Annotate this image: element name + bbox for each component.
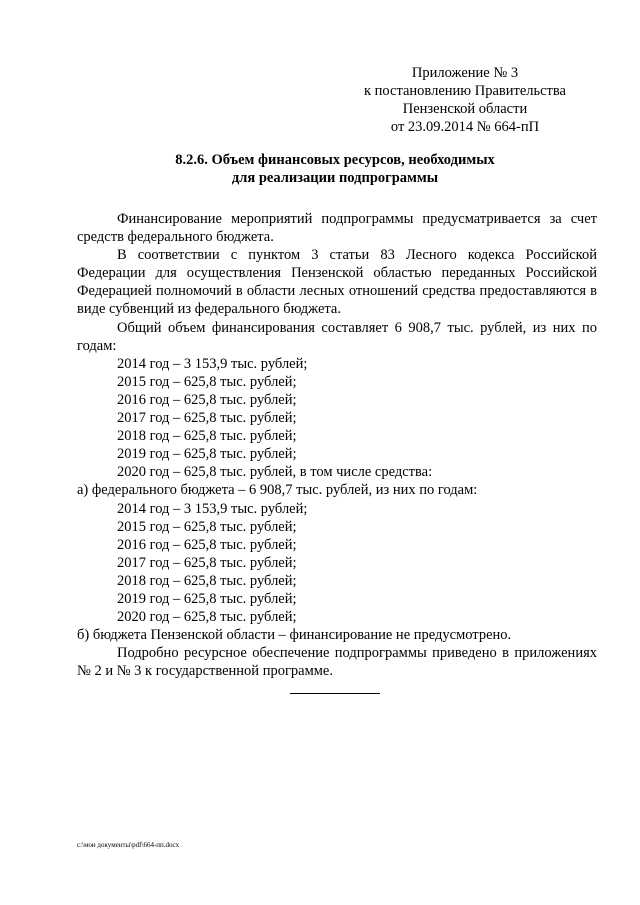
document-body [77,210,597,680]
paragraph-legal-basis: В соответствии с пунктом 3 статьи 83 Лесного кодекса Российской Федерации для осуществления Пензенской областью переданных Российской Федерацией полномочий в области лесных отношений средства предоставляются в виде субвенций из федерального бюджета. [77,247,597,318]
list-item: 2019 год – 625,8 тыс. рублей; [117,446,297,463]
list-item: 2018 год – 625,8 тыс. рублей; [117,572,297,589]
list-item: 2018 год – 625,8 тыс. рублей; [117,428,297,445]
end-divider [290,693,380,694]
appendix-date-number: от 23.09.2014 № 664-пП [390,119,540,135]
list-item: 2019 год – 625,8 тыс. рублей; [117,590,297,607]
list-item: 2017 год – 625,8 тыс. рублей; [117,554,297,571]
list-item: 2016 год – 625,8 тыс. рублей; [117,391,297,408]
list-item: 2015 год – 625,8 тыс. рублей; [117,518,297,535]
list-item: 2014 год – 3 153,9 тыс. рублей; [117,355,308,372]
list-item: 2020 год – 625,8 тыс. рублей, в том числе средства: [117,464,433,481]
total-by-year-list [77,355,597,482]
heading-line-1: 8.2.6. Объем финансовых ресурсов, необходимых [175,152,495,168]
footer-file-path: c:\мои документы\pdf\664-пп.docx [77,841,180,849]
federal-budget-intro: а) федерального бюджета – 6 908,7 тыс. рублей, из них по годам: [77,482,478,499]
appendix-number: Приложение № 3 [411,65,519,81]
list-item: 2016 год – 625,8 тыс. рублей; [117,536,297,553]
regional-budget-line: б) бюджета Пензенской области – финансирование не предусмотрено. [77,627,512,644]
paragraph-closing: Подробно ресурсное обеспечение подпрограммы приведено в приложениях № 2 и № 3 к государственной программе. [77,645,597,680]
heading-line-2: для реализации подпрограммы [231,170,439,186]
paragraph-funding-source: Финансирование мероприятий подпрограммы предусматривается за счет средств федерального бюджета. [77,211,597,246]
list-item: 2020 год – 625,8 тыс. рублей; [117,609,297,626]
federal-by-year-list [77,500,597,627]
section-heading [95,151,575,187]
list-item: 2015 год – 625,8 тыс. рублей; [117,373,297,390]
list-item: 2014 год – 3 153,9 тыс. рублей; [117,500,308,517]
paragraph-total-volume: Общий объем финансирования составляет 6 908,7 тыс. рублей, из них по годам: [77,319,597,354]
appendix-region: Пензенской области [402,101,528,117]
list-item: 2017 год – 625,8 тыс. рублей; [117,410,297,427]
appendix-block [340,64,590,136]
appendix-resolution: к постановлению Правительства [364,83,566,99]
